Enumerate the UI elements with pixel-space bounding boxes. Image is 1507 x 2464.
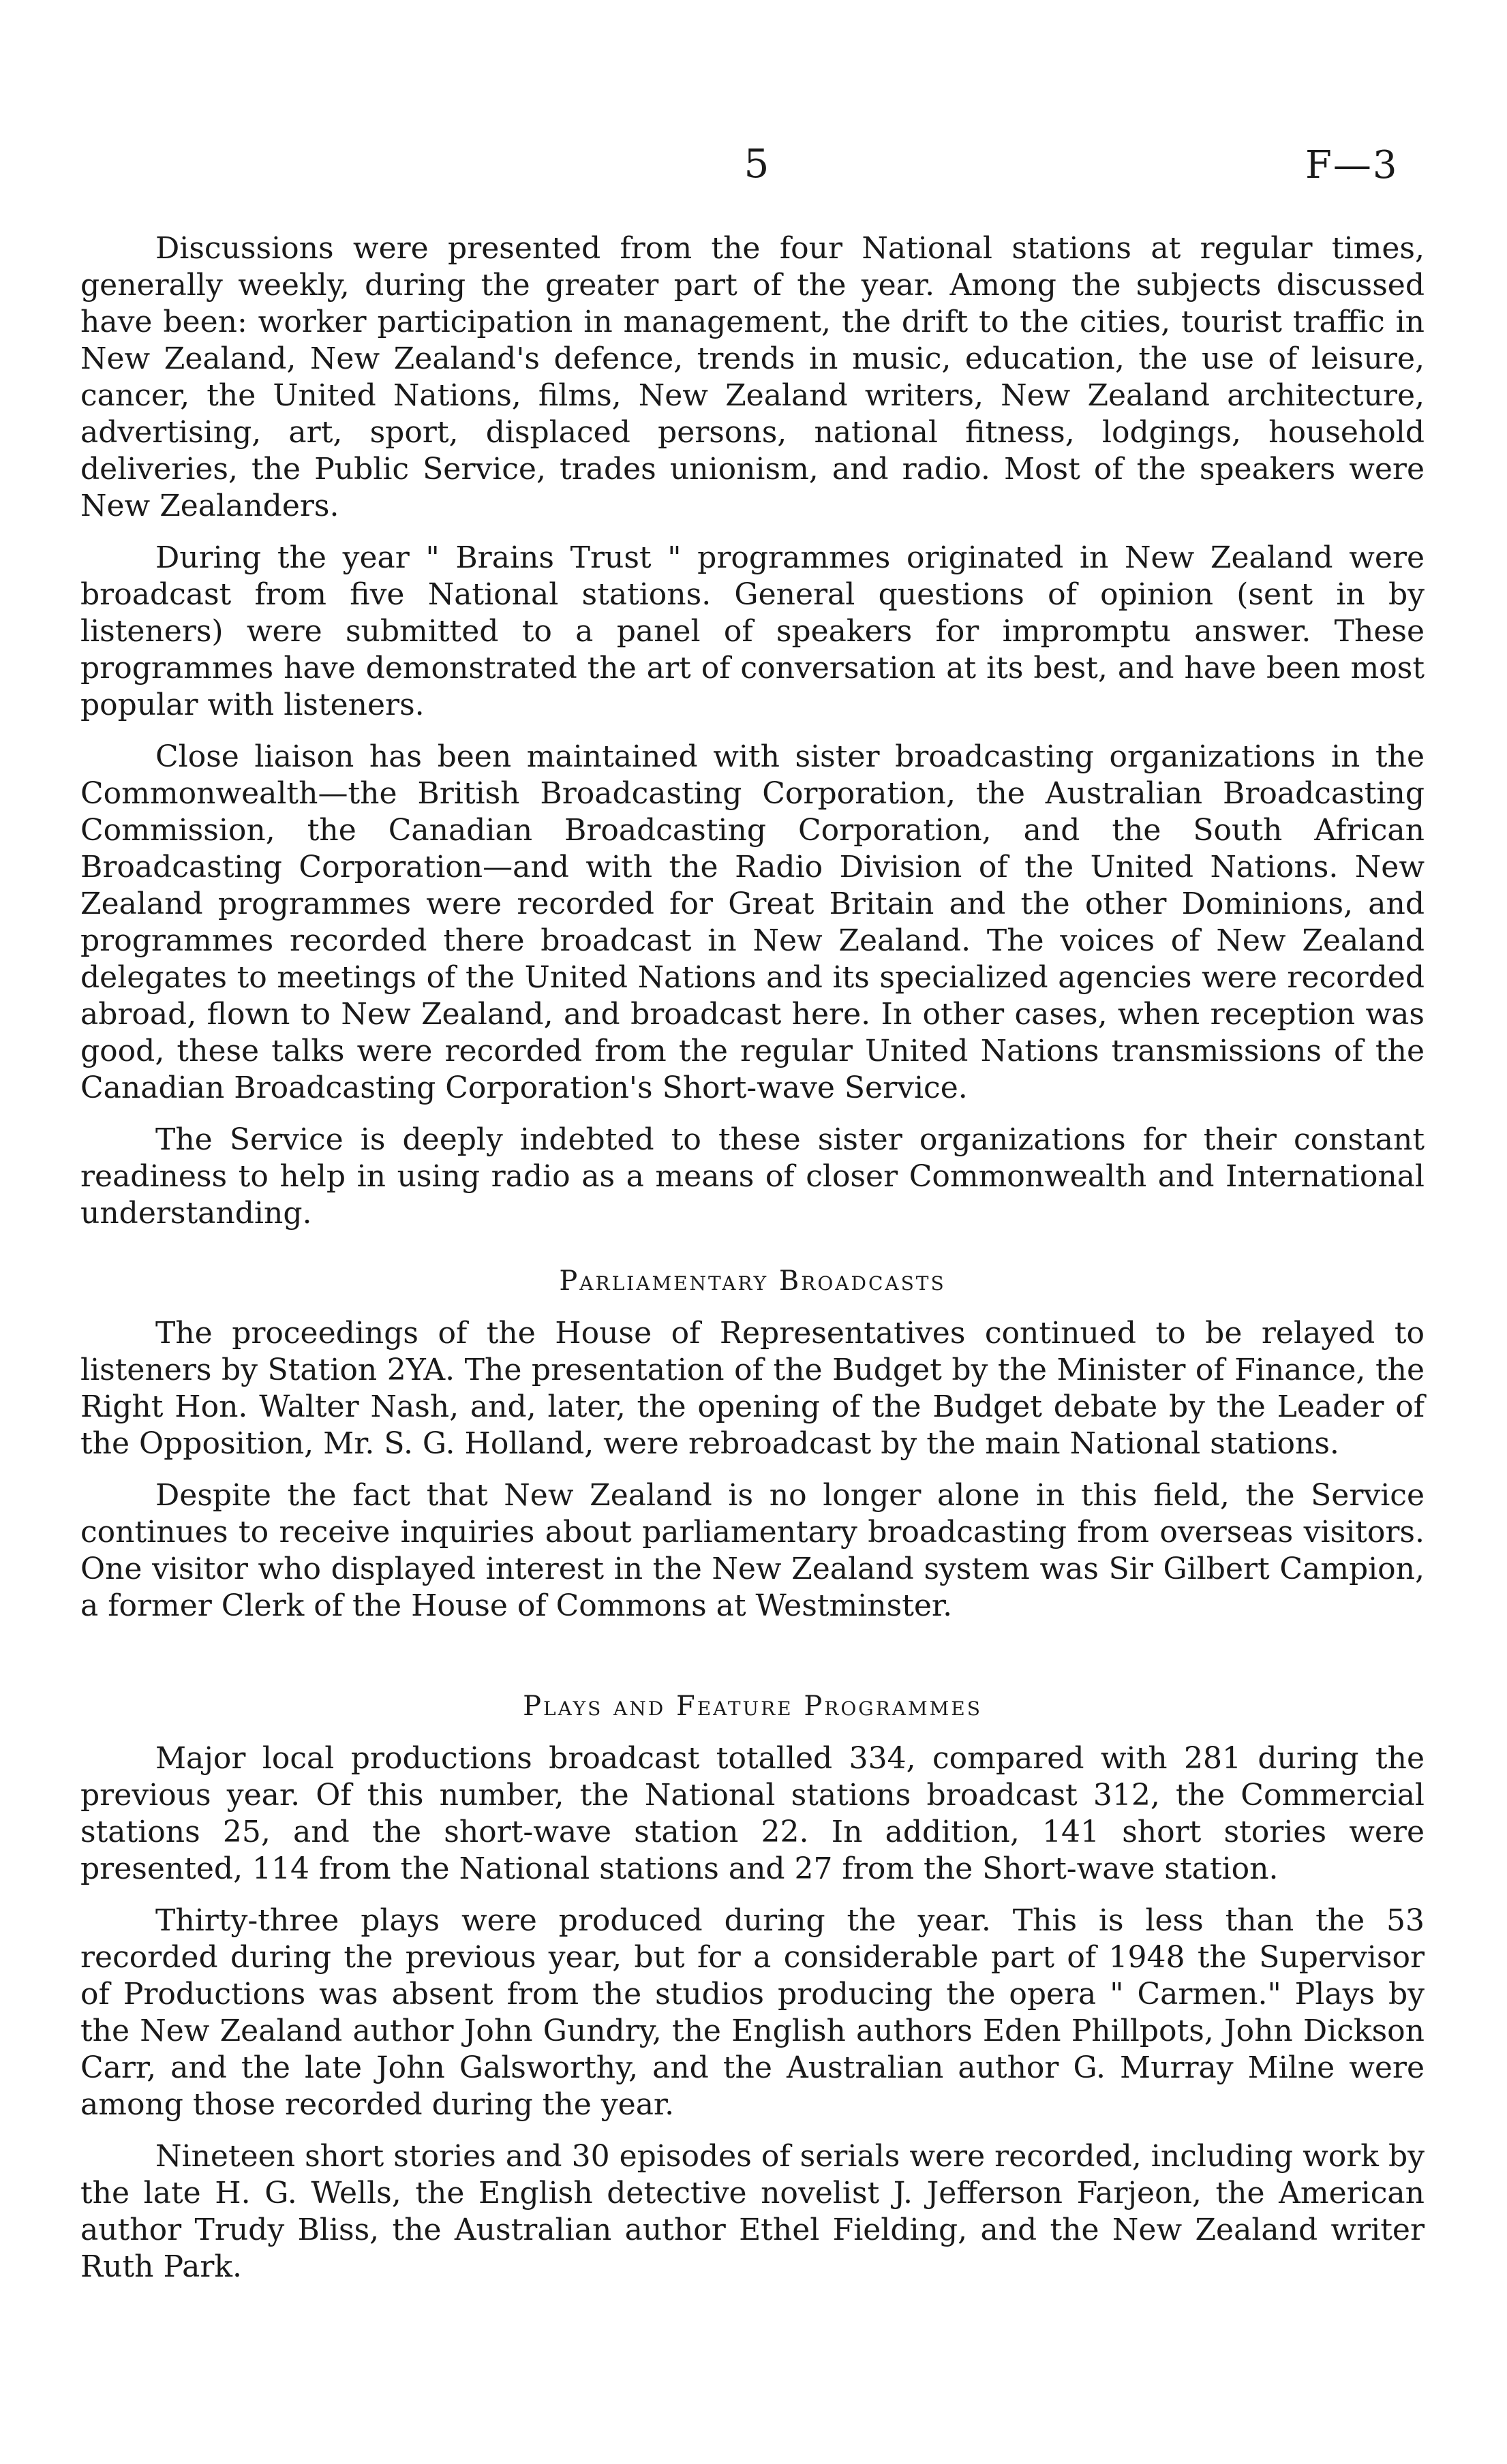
paragraph-indebted: The Service is deeply indebted to these sister organizations for their constant readiness to help in using radio as a means of closer Commonwealth and International understanding. [80, 1122, 1425, 1231]
paragraph-productions: Major local productions broadcast totalled 334, compared with 281 during the previous year. Of this number, the National stations broadcast 312, the Commercial stations 25, and the short-wave station 22. In addition, 141 short stories were presented, 114 from the National stations and 27 from the Short-wave station. [80, 1741, 1425, 1886]
paragraph-parliament-relay: The proceedings of the House of Representatives continued to be relayed to listeners by Station 2YA. The presentation of the Budget by the Minister of Finance, the Right Hon. Walter Nash, and, later, the opening of the Budget debate by the Leader of the Opposition, Mr. S. G. Holland, were rebroadcast by the main National stations. [80, 1316, 1425, 1461]
section-heading-parliamentary: Parliamentary Broadcasts [559, 1265, 946, 1297]
body-text [80, 230, 1425, 2300]
paragraph-liaison: Close liaison has been maintained with sister broadcasting organizations in the Commonwealth—the British Broadcasting Corporation, the Australian Broadcasting Commission, the Canadian Broadcasting Corporation, and the South African Broadcasting Corporation—and with the Radio Division of the United Nations. New Zealand programmes were recorded for Great Britain and the other Dominions, and programmes recorded there broadcast in New Zealand. The voices of New Zealand delegates to meetings of the United Nations and its specialized agencies were recorded abroad, flown to New Zealand, and broadcast here. In other cases, when reception was good, these talks were recorded from the regular United Nations transmissions of the Canadian Broadcasting Corporation's Short-wave Service. [80, 739, 1425, 1105]
paragraph-brains-trust: During the year " Brains Trust " programmes originated in New Zealand were broadcast from five National stations. General questions of opinion (sent in by listeners) were submitted to a panel of speakers for impromptu answer. These programmes have demonstrated the art of conversation at its best, and have been most popular with listeners. [80, 540, 1425, 722]
paragraph-discussions: Discussions were presented from the four National stations at regular times, generally weekly, during the greater part of the year. Among the subjects discussed have been: worker participation in management, the drift to the cities, tourist traffic in New Zealand, New Zealand's defence, trends in music, education, the use of leisure, cancer, the United Nations, films, New Zealand writers, New Zealand architecture, advertising, art, sport, displaced persons, national fitness, lodgings, household deliveries, the Public Service, trades unionism, and radio. Most of the speakers were New Zealanders. [80, 231, 1425, 523]
page-number: 5 [744, 140, 770, 187]
document-reference: F—3 [1305, 143, 1399, 187]
paragraph-plays: Thirty-three plays were produced during the year. This is less than the 53 recorded during the previous year, but for a considerable part of 1948 the Supervisor of Productions was absent from the studios producing the opera " Carmen." Plays by the New Zealand author John Gundry, the English authors Eden Phillpots, John Dickson Carr, and the late John Galsworthy, and the Australian author G. Murray Milne were among those recorded during the year. [80, 1903, 1425, 2122]
paragraph-parliament-inquiries: Despite the fact that New Zealand is no longer alone in this field, the Service continues to receive inquiries about parliamentary broadcasting from overseas visitors. One visitor who displayed interest in the New Zealand system was Sir Gilbert Campion, a former Clerk of the House of Commons at Westminster. [80, 1478, 1425, 1623]
section-heading-plays: Plays and Feature Programmes [523, 1691, 982, 1722]
paragraph-short-stories: Nineteen short stories and 30 episodes of serials were recorded, including work by the late H. G. Wells, the English detective novelist J. Jefferson Farjeon, the American author Trudy Bliss, the Australian author Ethel Fielding, and the New Zealand writer Ruth Park. [80, 2139, 1425, 2284]
